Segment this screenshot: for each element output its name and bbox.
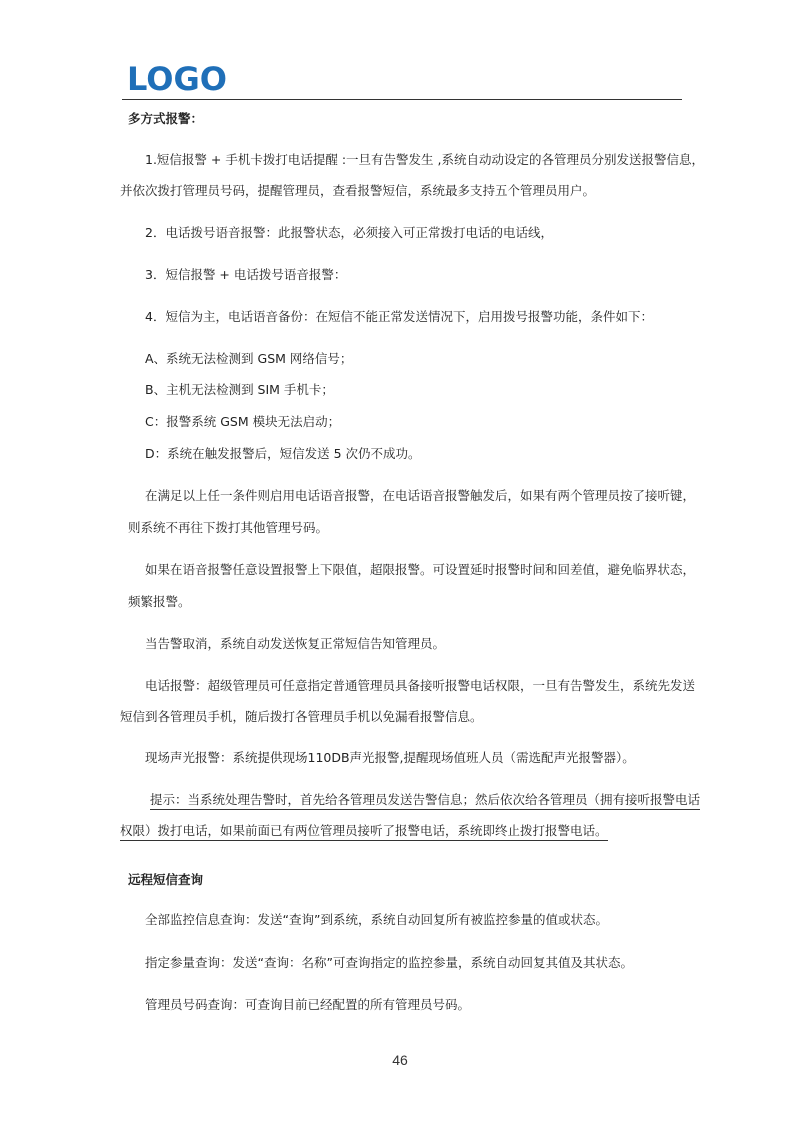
- paragraph-4-line-1: 电话报警：超级管理员可任意指定普通管理员具备接听报警电话权限，一旦有告警发生，系统先发送: [145, 678, 696, 693]
- paragraph-2-line-1: 如果在语音报警任意设置报警上下限值，超限报警。可设置延时报警时间和回差值，避免临界状态，: [145, 562, 696, 577]
- page-header: [122, 62, 682, 102]
- condition-c: C：报警系统 GSM 模块无法启动；: [145, 414, 341, 429]
- header-divider: [122, 99, 682, 100]
- alarm-item-3: 3．短信报警 + 电话拨号语音报警：: [145, 267, 347, 282]
- alarm-item-4: 4．短信为主，电话语音备份：在短信不能正常发送情况下，启用拨号报警功能，条件如下：: [145, 309, 653, 324]
- alarm-item-1-line-2: 并依次拨打管理员号码，提醒管理员，查看报警短信，系统最多支持五个管理员用户。: [120, 183, 596, 198]
- note-line-1: 提示：当系统处理告警时，首先给各管理员发送告警信息；然后依次给各管理员（拥有接听报警电话: [150, 792, 700, 810]
- alarm-item-2: 2．电话拨号语音报警：此报警状态，必须接入可正常拨打电话的电话线，: [145, 225, 553, 240]
- paragraph-5: 现场声光报警：系统提供现场110DB声光报警,提醒现场值班人员（需选配声光报警器）。: [145, 750, 635, 765]
- page-number: 46: [392, 1052, 408, 1068]
- alarm-item-1-line-1: 1.短信报警 + 手机卡拨打电话提醒 :一旦有告警发生 ,系统自动动设定的各管理员分别发送报警信息，: [145, 152, 704, 167]
- query-item-2: 指定参量查询：发送“查询：名称”可查询指定的监控参量，系统自动回复其值及其状态。: [145, 955, 633, 970]
- section-heading-alarm: 多方式报警：: [128, 111, 204, 126]
- paragraph-1-line-1: 在满足以上任一条件则启用电话语音报警，在电话语音报警触发后，如果有两个管理员按了接听键，: [145, 488, 696, 503]
- paragraph-4-line-2: 短信到各管理员手机，随后拨打各管理员手机以免漏看报警信息。: [120, 709, 483, 724]
- condition-b: B、主机无法检测到 SIM 手机卡；: [145, 382, 334, 397]
- note-line-2: 权限）拨打电话，如果前面已有两位管理员接听了报警电话，系统即终止拨打报警电话。: [120, 823, 608, 841]
- paragraph-1-line-2: 则系统不再往下拨打其他管理号码。: [128, 520, 329, 535]
- query-item-3: 管理员号码查询：可查询目前已经配置的所有管理员号码。: [145, 997, 471, 1012]
- logo-text: LOGO: [127, 62, 227, 94]
- query-item-1: 全部监控信息查询：发送“查询”到系统，系统自动回复所有被监控参量的值或状态。: [145, 912, 608, 927]
- paragraph-3: 当告警取消，系统自动发送恢复正常短信告知管理员。: [145, 636, 446, 651]
- condition-a: A、系统无法检测到 GSM 网络信号；: [145, 351, 353, 366]
- condition-d: D：系统在触发报警后，短信发送 5 次仍不成功。: [145, 446, 421, 461]
- section-heading-sms-query: 远程短信查询: [128, 872, 204, 887]
- logo: [127, 62, 227, 94]
- paragraph-2-line-2: 频繁报警。: [128, 594, 191, 609]
